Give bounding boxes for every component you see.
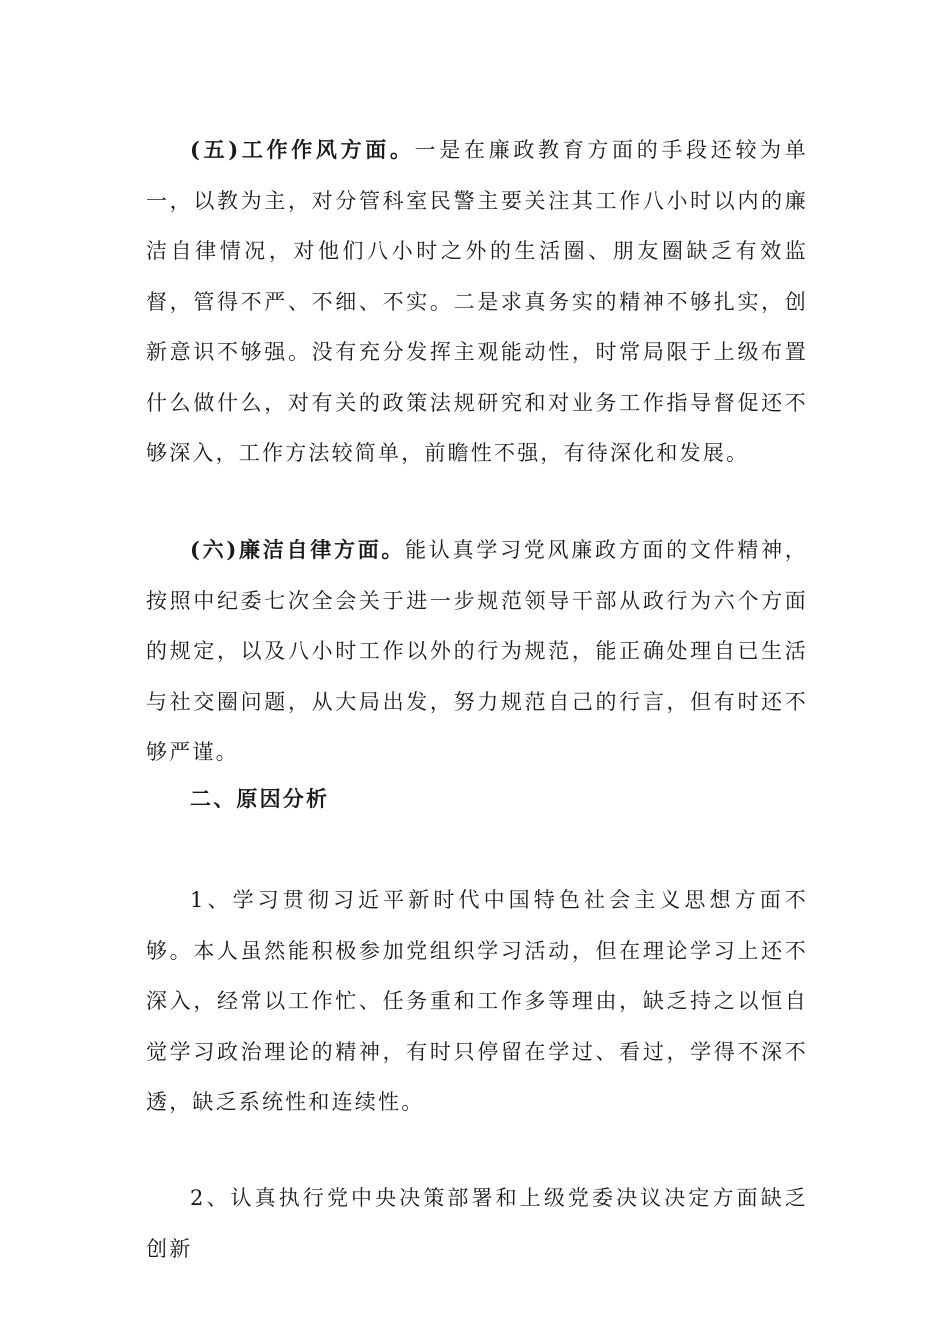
paragraph-integrity — [146, 525, 808, 778]
paragraph-body: 一是在廉政教育方面的手段还较为单一，以教为主，对分管科室民警主要关注其工作八小时以内的廉洁自律情况，对他们八小时之外的生活圈、朋友圈缺乏有效监督，管得不严、不细、不实。二是求真务实的精神不够扎实，创新意识不够强。没有充分发挥主观能动性，时常局限于上级布置什么做什么，对有关的政策法规研究和对业务工作指导督促还不够深入，工作方法较简单，前瞻性不强，有待深化和发展。 — [146, 138, 808, 465]
section-heading-cause-analysis: 二、原因分析 — [190, 786, 330, 811]
paragraph-analysis-item-1: 1、学习贯彻习近平新时代中国特色社会主义思想方面不够。本人虽然能积极参加党组织学习活动，但在理论学习上还不深入，经常以工作忙、任务重和工作多等理由，缺乏持之以恒自觉学习政治理论的精神，有时只停留在学过、看过，学得不深不透，缺乏系统性和连续性。 — [146, 888, 808, 1114]
paragraph-title: (五)工作作风方面。 — [190, 137, 415, 162]
paragraph-body: 能认真学习党风廉政方面的文件精神，按照中纪委七次全会关于进一步规范领导干部从政行为六个方面的规定，以及八小时工作以外的行为规范，能正确处理自已生活与社交圈问题，从大局出发，努力规范自己的行言，但有时还不够严谨。 — [146, 538, 808, 764]
paragraph-analysis-item-2: 2、认真执行党中央决策部署和上级党委决议决定方面缺乏创新 — [146, 1186, 808, 1261]
paragraph-work-style — [146, 125, 808, 479]
paragraph-title: (六)廉洁自律方面。 — [190, 537, 406, 562]
